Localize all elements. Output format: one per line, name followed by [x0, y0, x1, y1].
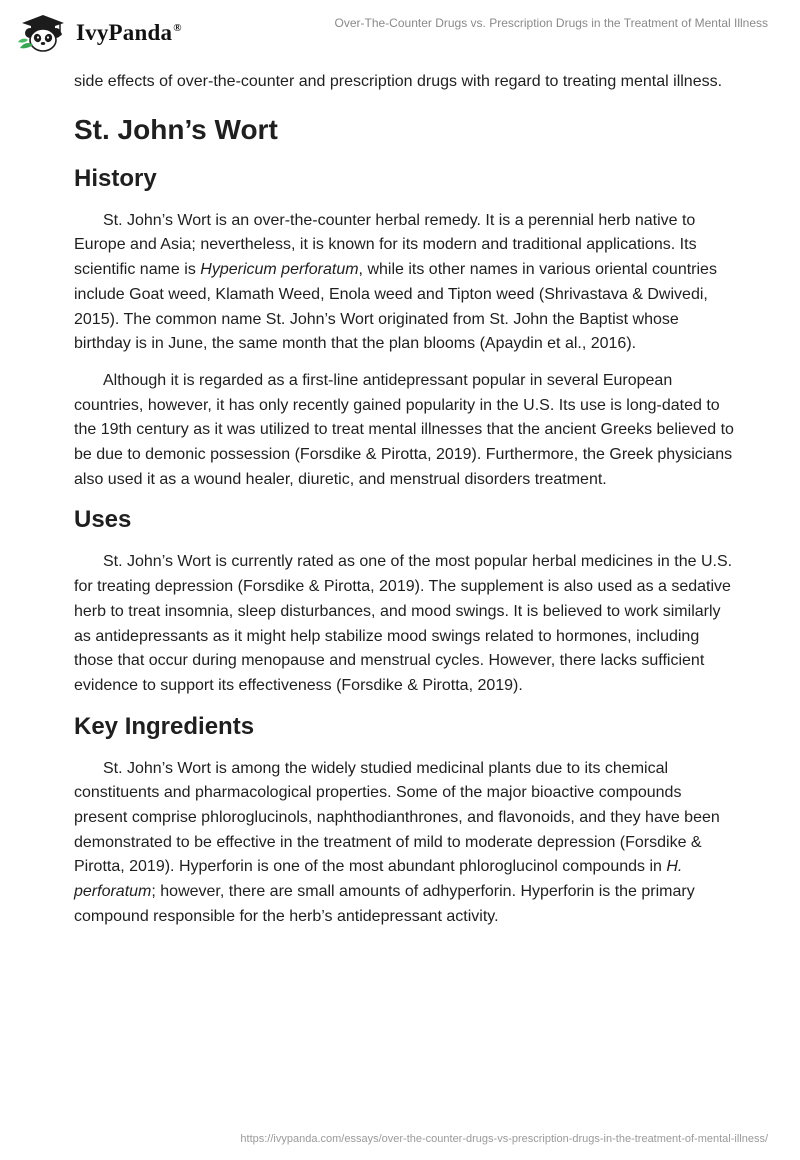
- panda-logo-icon: [16, 12, 70, 52]
- essay-content: [74, 70, 734, 942]
- history-heading: History: [74, 164, 157, 192]
- history-paragraph-2: Although it is regarded as a first-line antidepressant popular in several European countries, however, it has only recently gained popularity in the U.S. Its use is long-dated to the 19th century as it was utilized to treat mental illnesses that the ancient Greeks believed to be due to demonic possession (Forsdike & Pirotta, 2019). Furthermore, the Greek physicians also used it as a wound healer, diuretic, and menstrual disorders treatment.: [74, 371, 734, 488]
- header-essay-title: Over-The-Counter Drugs vs. Prescription Drugs in the Treatment of Mental Illness: [334, 16, 768, 30]
- uses-paragraph-1: St. John’s Wort is currently rated as one of the most popular herbal medicines in the U.S. for treating depression (Forsdike & Pirotta, 2019). The supplement is also used as a sedative herb to treat insomnia, sleep disturbances, and mood swings. It is believed to work similarly as antidepressants as it might help stabilize mood swings related to hormones, including those that occur during menopause and menstrual cycles. However, there lacks sufficient evidence to support its effectiveness (Forsdike & Pirotta, 2019).: [74, 553, 733, 694]
- brand-logo[interactable]: [16, 12, 182, 52]
- history-paragraph-1: St. John’s Wort is an over-the-counter herbal remedy. It is a perennial herb native to Europe and Asia; nevertheless, it is known for its modern and traditional applications. Its scientific name is Hypericum perforatum, while its other names in various oriental countries include Goat weed, Klamath Weed, Enola weed and Tipton weed (Shrivastava & Dwivedi, 2015). The common name St. John’s Wort originated from St. John the Baptist whose birthday is in June, the same month that the plan blooms (Apaydin et al., 2016).: [74, 211, 717, 353]
- ingredients-paragraph-1: St. John’s Wort is among the widely studied medicinal plants due to its chemical constituents and pharmacological properties. Some of the major bioactive compounds present comprise phloroglucinols, naphthodianthrones, and flavonoids, and they have been demonstrated to be effective in the treatment of mild to moderate depression (Forsdike & Pirotta, 2019). Hyperforin is one of the most abundant phloroglucinol compounds in H. perforatum; however, there are small amounts of adhyperforin. Hyperforin is the primary compound responsible for the herb’s antidepressant activity.: [74, 759, 720, 925]
- uses-heading: Uses: [74, 506, 132, 534]
- registered-mark: ®: [173, 22, 182, 35]
- intro-paragraph-tail: side effects of over-the-counter and prescription drugs with regard to treating mental illness.: [74, 73, 723, 90]
- brand-name: IvyPanda®: [76, 20, 182, 45]
- key-ingredients-heading: Key Ingredients: [74, 712, 255, 740]
- scientific-name: Hypericum perforatum: [200, 261, 359, 279]
- section-title: St. John’s Wort: [74, 113, 278, 145]
- footer-source-url[interactable]: https://ivypanda.com/essays/over-the-counter-drugs-vs-prescription-drugs-in-the-treatment-of-mental-illness/: [240, 1133, 768, 1145]
- species-abbreviation: H. perforatum: [74, 858, 683, 901]
